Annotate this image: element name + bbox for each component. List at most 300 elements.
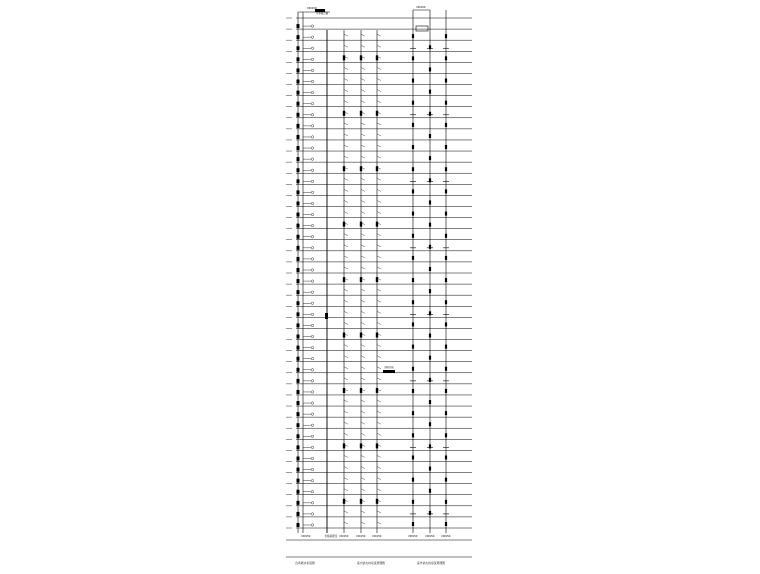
hydrant-valve-mark	[445, 256, 447, 260]
hydrant-stub	[361, 300, 365, 302]
flow-switch-mark	[297, 235, 300, 239]
hydrant-valve-mark	[429, 223, 431, 227]
hydrant-valve-mark	[429, 178, 431, 182]
valve-mark	[376, 333, 378, 338]
hydrant-valve-mark	[445, 34, 447, 38]
hydrant-stub	[344, 212, 348, 214]
hydrant-valve-mark	[412, 433, 414, 437]
hydrant-valve-mark	[445, 167, 447, 171]
hydrant-stub	[377, 455, 381, 457]
hydrant-stub	[344, 134, 348, 136]
hydrant-stub	[361, 433, 365, 435]
flow-switch-mark	[297, 113, 300, 117]
hydrant-valve-mark	[445, 411, 447, 415]
hydrant-stub	[377, 101, 381, 103]
equipment-tag: 水泵接合器	[316, 12, 328, 15]
hydrant-valve-mark	[445, 212, 447, 216]
valve-mark	[376, 443, 378, 448]
pipe-size-tag: DN100	[416, 6, 426, 9]
hydrant-stub	[377, 378, 381, 380]
sprinkler-head	[311, 136, 313, 138]
hydrant-stub	[344, 378, 348, 380]
hydrant-stub	[377, 345, 381, 347]
hydrant-stub	[361, 478, 365, 480]
hydrant-stub	[344, 400, 348, 402]
hydrant-valve-mark	[445, 79, 447, 83]
flow-switch-mark	[297, 434, 300, 438]
sprinkler-head	[311, 324, 313, 326]
hydrant-valve-mark	[445, 300, 447, 304]
flow-switch-mark	[297, 401, 300, 405]
hydrant-valve-mark	[412, 212, 414, 216]
hydrant-stub	[361, 45, 365, 47]
hydrant-stub	[361, 511, 365, 513]
hydrant-valve-mark	[445, 189, 447, 193]
hydrant-valve-mark	[412, 167, 414, 171]
sprinkler-head	[311, 91, 313, 93]
flow-switch-mark	[297, 213, 300, 217]
hydrant-valve-mark	[429, 467, 431, 471]
hydrant-stub	[344, 101, 348, 103]
hydrant-stub	[344, 145, 348, 147]
sprinkler-head	[311, 125, 313, 127]
labels	[295, 5, 451, 565]
sprinkler-head	[311, 524, 313, 526]
sprinkler-head	[311, 269, 313, 271]
sprinkler-head	[311, 335, 313, 337]
hydrant-valve-mark	[429, 156, 431, 160]
hydrant-valve-mark	[429, 356, 431, 360]
flow-switch-mark	[297, 201, 300, 205]
flow-switch-mark	[297, 523, 300, 527]
flow-switch-mark	[297, 490, 300, 494]
hydrant-stub	[377, 511, 381, 513]
flow-switch-mark	[297, 57, 300, 61]
sprinkler-head	[311, 457, 313, 459]
sprinkler-head	[311, 25, 313, 27]
hydrant-stub	[361, 256, 365, 258]
hydrant-valve-mark	[445, 345, 447, 349]
hydrant-valve-mark	[429, 489, 431, 493]
tank-box	[416, 26, 428, 31]
hydrant-stub	[344, 123, 348, 125]
hydrant-stub	[344, 489, 348, 491]
sprinkler-head	[311, 435, 313, 437]
sprinkler-head	[311, 114, 313, 116]
hydrant-stub	[344, 200, 348, 202]
sprinkler-head	[311, 69, 313, 71]
hydrant-stub	[377, 145, 381, 147]
hydrant-valve-mark	[412, 522, 414, 526]
flow-switch-mark	[297, 301, 300, 305]
hydrant-valve-mark	[412, 34, 414, 38]
flow-switch-mark	[297, 379, 300, 383]
valve-mark	[343, 388, 345, 393]
valve-mark	[376, 222, 378, 227]
valve-mark	[360, 222, 362, 227]
hydrant-stub	[361, 467, 365, 469]
hydrant-stub	[377, 200, 381, 202]
hydrant-valve-mark	[445, 367, 447, 371]
valve-mark	[343, 443, 345, 448]
valve-mark	[360, 388, 362, 393]
hydrant-stub	[361, 411, 365, 413]
hydrant-valve-mark	[412, 367, 414, 371]
hydrant-valve-mark	[429, 511, 431, 515]
flow-switch-mark	[297, 335, 300, 339]
hydrant-stub	[361, 289, 365, 291]
floor-lines	[286, 18, 472, 557]
hydrant-stub	[377, 489, 381, 491]
valve-mark	[376, 111, 378, 116]
sprinkler-head	[311, 302, 313, 304]
sprinkler-head	[311, 280, 313, 282]
flow-switch-mark	[297, 46, 300, 50]
flow-switch-mark	[297, 102, 300, 106]
hydrant-stub	[377, 522, 381, 524]
hydrant-valve-mark	[412, 101, 414, 105]
flow-switch-mark	[297, 412, 300, 416]
branches	[303, 25, 381, 526]
hydrant-valve-mark	[429, 289, 431, 293]
hydrant-valve-mark	[412, 455, 414, 459]
hydrant-stub	[361, 267, 365, 269]
flow-switch-mark	[297, 512, 300, 516]
flow-switch-mark	[297, 357, 300, 361]
hydrant-valve-mark	[445, 478, 447, 482]
sprinkler-head	[311, 236, 313, 238]
valve-mark	[360, 333, 362, 338]
footer-note: 室内消火栓系统原理图	[357, 561, 385, 565]
flow-switch-mark	[297, 224, 300, 228]
sprinkler-head	[311, 502, 313, 504]
sprinkler-head	[311, 291, 313, 293]
footer-note: 自动喷水系统图	[295, 561, 315, 565]
hydrant-stub	[377, 411, 381, 413]
hydrant-stub	[344, 478, 348, 480]
hydrant-stub	[344, 522, 348, 524]
hydrant-valve-mark	[445, 56, 447, 60]
sprinkler-head	[311, 413, 313, 415]
pipe-size-tag: DN150	[307, 6, 317, 10]
sprinkler-head	[311, 391, 313, 393]
riser-label: 水箱间泄压	[324, 535, 338, 538]
valve-mark	[343, 333, 345, 338]
sprinkler-head	[311, 58, 313, 60]
hydrant-stub	[361, 455, 365, 457]
hydrant-valve-mark	[429, 45, 431, 49]
hydrant-valve-mark	[412, 411, 414, 415]
flow-switch-mark	[297, 279, 300, 283]
hydrant-stub	[361, 378, 365, 380]
riser-label: DN150	[425, 535, 435, 538]
hydrant-valve-mark	[412, 123, 414, 127]
hydrant-stub	[361, 400, 365, 402]
hydrant-stub	[361, 67, 365, 69]
hydrant-stub	[377, 322, 381, 324]
hydrant-valve-mark	[429, 378, 431, 382]
sprinkler-head	[311, 369, 313, 371]
riser-label: DN150	[441, 535, 451, 538]
hydrant-stub	[344, 245, 348, 247]
hydrant-stub	[361, 345, 365, 347]
hydrant-valve-mark	[429, 444, 431, 448]
hydrant-stub	[344, 345, 348, 347]
hydrant-stub	[361, 189, 365, 191]
hydrant-valve-mark	[412, 79, 414, 83]
flow-switch-mark	[297, 35, 300, 39]
hydrant-stub	[377, 245, 381, 247]
valve-mark	[360, 499, 362, 504]
flow-switch-mark	[297, 423, 300, 427]
flow-switch-mark	[297, 445, 300, 449]
hydrant-stub	[361, 367, 365, 369]
hydrant-stub	[344, 156, 348, 158]
hydrant-stub	[377, 300, 381, 302]
hydrant-stub	[344, 422, 348, 424]
sprinkler-head	[311, 213, 313, 215]
hydrant-valve-mark	[445, 522, 447, 526]
sprinkler-head	[311, 180, 313, 182]
sprinkler-head	[311, 191, 313, 193]
flow-switch-mark	[297, 268, 300, 272]
hydrant-stub	[344, 178, 348, 180]
hydrant-stub	[377, 134, 381, 136]
sprinkler-head	[311, 380, 313, 382]
sprinkler-head	[311, 202, 313, 204]
hydrant-stub	[361, 356, 365, 358]
hydrant-stub	[344, 322, 348, 324]
hydrant-valve-mark	[429, 422, 431, 426]
sprinkler-head	[311, 158, 313, 160]
flow-switch-mark	[297, 80, 300, 84]
sprinkler-head	[311, 357, 313, 359]
riser-label: DN150	[356, 535, 366, 538]
hydrant-valve-mark	[412, 278, 414, 282]
hydrant-stub	[344, 256, 348, 258]
hydrant-stub	[361, 245, 365, 247]
flow-switch-mark	[297, 346, 300, 350]
flow-switch-mark	[297, 456, 300, 460]
hydrant-valve-mark	[429, 400, 431, 404]
valve-mark	[376, 388, 378, 393]
hydrant-stub	[344, 267, 348, 269]
flow-switch-mark	[297, 24, 300, 28]
valve-mark	[360, 111, 362, 116]
flow-switch-mark	[297, 91, 300, 95]
hydrant-valve-mark	[429, 311, 431, 315]
hydrant-valve-mark	[445, 500, 447, 504]
flow-switch-mark	[297, 312, 300, 316]
hydrant-stub	[361, 200, 365, 202]
hydrant-stub	[361, 422, 365, 424]
sprinkler-head	[311, 258, 313, 260]
hydrant-stub	[344, 511, 348, 513]
hydrant-stub	[344, 189, 348, 191]
sprinkler-head	[311, 47, 313, 49]
riser-label: DN150	[339, 535, 349, 538]
hydrant-valve-mark	[412, 145, 414, 149]
hydrant-valve-mark	[412, 189, 414, 193]
flow-switch-mark	[297, 290, 300, 294]
hydrant-valve-mark	[412, 322, 414, 326]
flow-switch-mark	[297, 323, 300, 327]
hydrant-valve-mark	[445, 101, 447, 105]
sprinkler-head	[311, 80, 313, 82]
hydrant-stub	[344, 67, 348, 69]
hydrant-valve-mark	[412, 56, 414, 60]
hydrant-stub	[361, 90, 365, 92]
hydrant-stub	[361, 522, 365, 524]
flow-switch-mark	[297, 501, 300, 505]
flow-switch-mark	[297, 146, 300, 150]
hydrant-valve-mark	[429, 267, 431, 271]
hydrant-stub	[361, 322, 365, 324]
hydrant-stub	[344, 234, 348, 236]
footer-note: 室外消火栓系统原理图	[417, 561, 445, 565]
equipment-mark	[383, 370, 395, 373]
hydrant-valve-mark	[445, 145, 447, 149]
hydrant-valve-mark	[429, 200, 431, 204]
hydrant-stub	[361, 79, 365, 81]
equipment-mark	[325, 313, 328, 319]
valve-mark	[376, 166, 378, 171]
hydrant-stub	[377, 67, 381, 69]
hydrant-valve-mark	[445, 433, 447, 437]
hydrant-stub	[361, 34, 365, 36]
sprinkler-head	[311, 224, 313, 226]
valve-mark	[343, 499, 345, 504]
riser-label: DN150	[408, 535, 418, 538]
hydrant-valve-mark	[429, 334, 431, 338]
hydrant-stub	[377, 45, 381, 47]
hydrant-stub	[361, 178, 365, 180]
flow-switch-mark	[297, 157, 300, 161]
hydrant-valve-mark	[429, 90, 431, 94]
valve-mark	[343, 222, 345, 227]
hydrant-valve-mark	[445, 123, 447, 127]
valve-mark	[376, 277, 378, 282]
hydrant-stub	[344, 289, 348, 291]
hydrant-stub	[377, 311, 381, 313]
flow-switch-mark	[297, 468, 300, 472]
hydrant-stub	[344, 356, 348, 358]
hydrant-stub	[344, 433, 348, 435]
hydrant-stub	[377, 478, 381, 480]
hydrant-stub	[377, 123, 381, 125]
hydrant-stub	[377, 356, 381, 358]
valve-mark	[360, 166, 362, 171]
valve-mark	[343, 55, 345, 60]
riser-label: DN150	[372, 535, 382, 538]
hydrant-stub	[344, 300, 348, 302]
hydrant-stub	[344, 90, 348, 92]
riser-label: DN150	[301, 535, 311, 538]
hydrant-valve-mark	[429, 67, 431, 71]
hydrant-stub	[361, 311, 365, 313]
sprinkler-head	[311, 102, 313, 104]
hydrant-valve-mark	[412, 300, 414, 304]
valve-mark	[360, 55, 362, 60]
hydrant-stub	[361, 123, 365, 125]
hydrant-stub	[344, 79, 348, 81]
sprinkler-head	[311, 479, 313, 481]
sprinkler-head	[311, 247, 313, 249]
hydrant-stub	[377, 367, 381, 369]
sprinkler-head	[311, 147, 313, 149]
sprinkler-head	[311, 402, 313, 404]
sprinkler-head	[311, 346, 313, 348]
risers	[298, 10, 446, 533]
equipment-tag: 消防水箱	[384, 366, 394, 369]
valve-mark	[360, 277, 362, 282]
hydrant-stub	[361, 234, 365, 236]
hydrant-stub	[377, 156, 381, 158]
hydrant-stub	[344, 45, 348, 47]
hydrant-stub	[377, 400, 381, 402]
hydrant-valve-mark	[412, 234, 414, 238]
flow-switch-mark	[297, 68, 300, 72]
hydrant-valve-mark	[445, 389, 447, 393]
flow-switch-mark	[297, 368, 300, 372]
hydrant-stub	[377, 189, 381, 191]
flow-switch-mark	[297, 390, 300, 394]
sprinkler-head	[311, 313, 313, 315]
hydrant-valve-mark	[412, 345, 414, 349]
hydrant-stub	[361, 489, 365, 491]
hydrant-valve-mark	[412, 389, 414, 393]
hydrant-stub	[377, 212, 381, 214]
hydrant-valve-mark	[445, 455, 447, 459]
valve-mark	[343, 277, 345, 282]
hydrant-stub	[377, 34, 381, 36]
hydrant-stub	[377, 79, 381, 81]
valve-mark	[376, 499, 378, 504]
flow-switch-mark	[297, 257, 300, 261]
hydrant-valve-mark	[445, 234, 447, 238]
hydrant-stub	[377, 467, 381, 469]
sprinkler-head	[311, 491, 313, 493]
hydrant-stub	[377, 267, 381, 269]
hydrant-valve-mark	[445, 278, 447, 282]
hydrant-stub	[377, 234, 381, 236]
hydrant-stub	[377, 256, 381, 258]
sprinkler-head	[311, 36, 313, 38]
sprinkler-head	[311, 446, 313, 448]
hydrant-stub	[361, 101, 365, 103]
hydrant-stub	[361, 145, 365, 147]
sprinkler-head	[311, 468, 313, 470]
sprinkler-head	[311, 169, 313, 171]
hydrant-stub	[377, 178, 381, 180]
hydrant-stub	[361, 134, 365, 136]
valve-marks	[297, 9, 450, 527]
flow-switch-mark	[297, 168, 300, 172]
hydrant-stub	[361, 156, 365, 158]
hydrant-valve-mark	[412, 256, 414, 260]
hydrant-stub	[344, 411, 348, 413]
hydrant-stub	[344, 455, 348, 457]
hydrant-stub	[344, 367, 348, 369]
sprinkler-head	[311, 424, 313, 426]
valve-mark	[376, 55, 378, 60]
flow-switch-mark	[297, 246, 300, 250]
hydrant-valve-mark	[445, 322, 447, 326]
flow-switch-mark	[297, 479, 300, 483]
hydrant-stub	[344, 467, 348, 469]
sprinkler-head	[311, 513, 313, 515]
flow-switch-mark	[297, 135, 300, 139]
